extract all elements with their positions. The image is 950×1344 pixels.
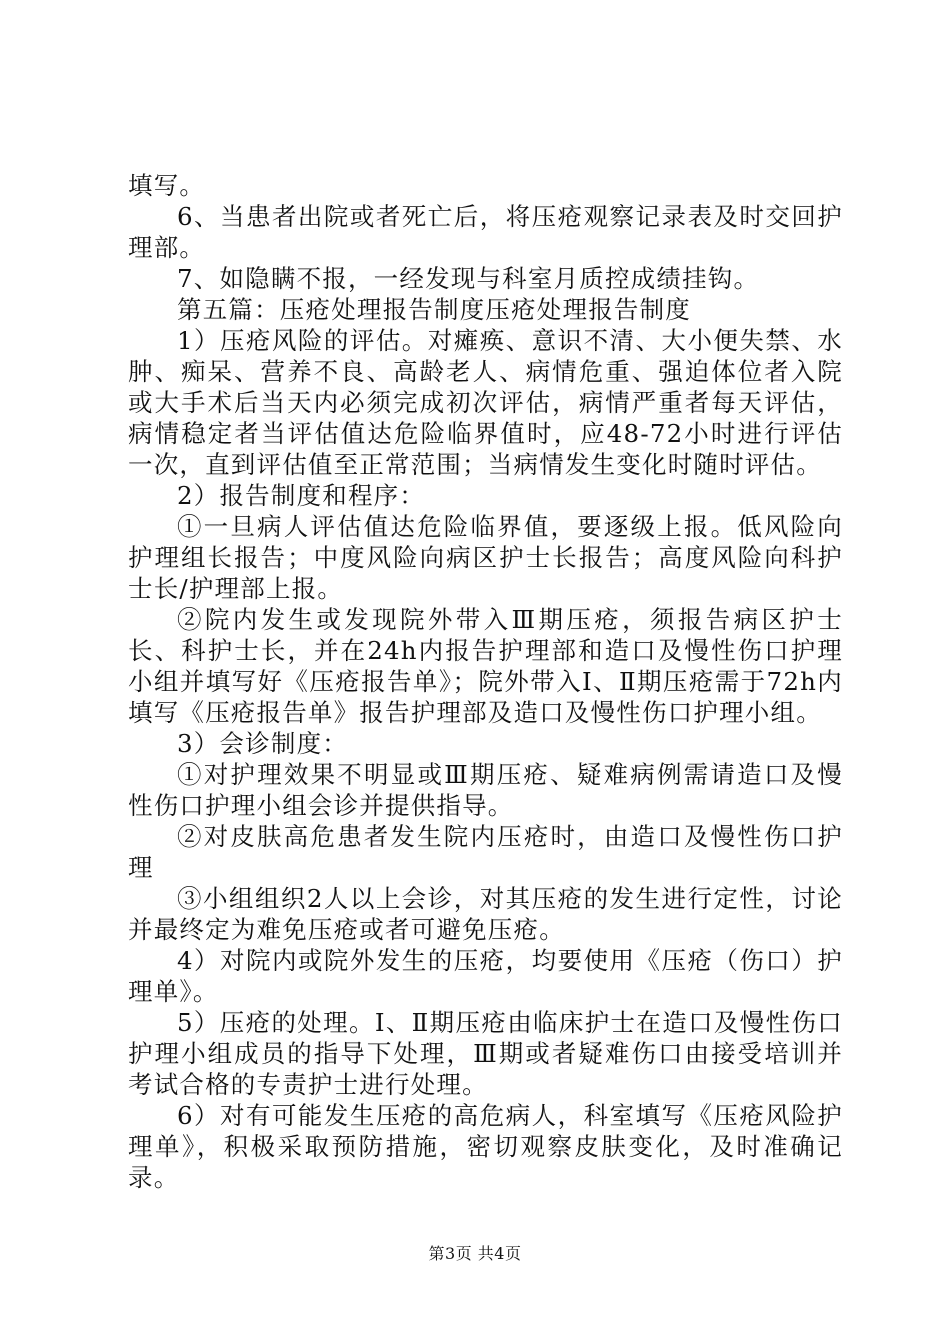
paragraph: 5）压疮的处理。Ⅰ、Ⅱ期压疮由临床护士在造口及慢性伤口护理小组成员的指导下处理，Ⅲ期或者疑难伤口由接受培训并考试合格的专责护士进行处理。 — [128, 1008, 843, 1099]
page-footer — [0, 1244, 950, 1264]
paragraph: ①一旦病人评估值达危险临界值，要逐级上报。低风险向护理组长报告；中度风险向病区护士长报告；高度风险向科护士长/护理部上报。 — [128, 512, 843, 603]
paragraph: ②院内发生或发现院外带入Ⅲ期压疮，须报告病区护士长、科护士长，并在24h内报告护理部和造口及慢性伤口护理小组并填写好《压疮报告单》；院外带入Ⅰ、Ⅱ期压疮需于72h内填写《压疮报告单》报告护理部及造口及慢性伤口护理小组。 — [128, 605, 843, 727]
page-number: 第3页 共4页 — [428, 1244, 522, 1263]
paragraph: 3）会诊制度： — [177, 729, 348, 758]
paragraph: 填写。 — [128, 171, 206, 200]
paragraph: 6）对有可能发生压疮的高危病人，科室填写《压疮风险护理单》，积极采取预防措施，密切观察皮肤变化，及时准确记录。 — [128, 1101, 843, 1192]
paragraph: 4）对院内或院外发生的压疮，均要使用《压疮（伤口）护理单》。 — [128, 946, 843, 1006]
paragraph: ①对护理效果不明显或Ⅲ期压疮、疑难病例需请造口及慢性伤口护理小组会诊并提供指导。 — [128, 760, 843, 820]
paragraph: ③小组组织2人以上会诊，对其压疮的发生进行定性，讨论并最终定为难免压疮或者可避免压疮。 — [128, 884, 843, 944]
paragraph: 7、如隐瞒不报，一经发现与科室月质控成绩挂钩。 — [177, 264, 760, 293]
paragraph: 2）报告制度和程序： — [177, 481, 426, 510]
section-heading: 第五篇：压疮处理报告制度压疮处理报告制度 — [177, 295, 691, 324]
document-body — [128, 170, 843, 1193]
paragraph: ②对皮肤高危患者发生院内压疮时，由造口及慢性伤口护理 — [128, 822, 843, 882]
paragraph: 1）压疮风险的评估。对瘫痪、意识不清、大小便失禁、水肿、痴呆、营养不良、高龄老人、病情危重、强迫体位者入院或大手术后当天内必须完成初次评估，病情严重者每天评估，病情稳定者当评估值达危险临界值时，应48-72小时进行评估一次，直到评估值至正常范围；当病情发生变化时随时评估。 — [128, 326, 843, 479]
paragraph: 6、当患者出院或者死亡后，将压疮观察记录表及时交回护理部。 — [128, 202, 843, 262]
